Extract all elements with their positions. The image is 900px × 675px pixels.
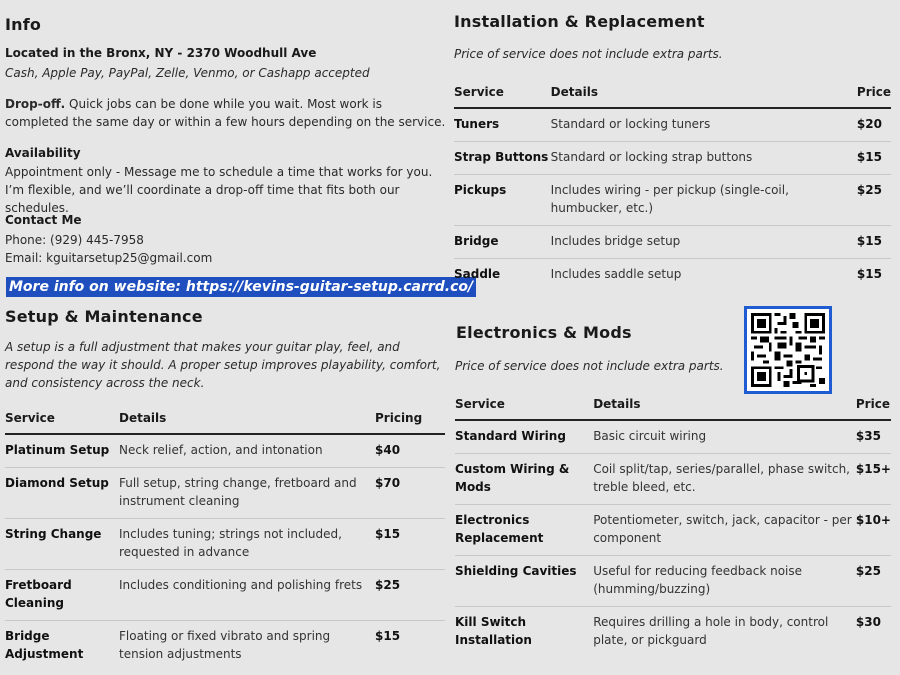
table-row [5, 468, 445, 519]
details-cell: Potentiometer, switch, jack, capacitor - per component [593, 505, 856, 556]
service-cell: String Change [5, 519, 119, 570]
column-header: Service [5, 409, 119, 434]
service-cell: Shielding Cavities [455, 556, 593, 607]
column-header: Details [551, 83, 857, 108]
contact-label: Contact Me [5, 213, 82, 227]
column-header: Price [856, 395, 891, 420]
qr-code-icon [751, 313, 825, 387]
details-cell: Includes conditioning and polishing frets [119, 570, 375, 621]
price-cell: $15 [857, 142, 891, 175]
table-row [455, 607, 891, 658]
service-cell: Electronics Replacement [455, 505, 593, 556]
table-row [5, 621, 445, 672]
column-header: Details [119, 409, 375, 434]
table-row [455, 505, 891, 556]
service-cell: Kill Switch Installation [455, 615, 532, 647]
table-row [454, 259, 891, 292]
table-row [454, 226, 891, 259]
service-cell: Tuners [454, 108, 551, 142]
electronics-note: Price of service does not include extra parts. [455, 359, 724, 373]
price-cell: $20 [857, 108, 891, 142]
dropoff-label: Drop-off. [5, 97, 66, 111]
price-cell: $15 [375, 519, 445, 570]
table-row [455, 454, 891, 505]
price-cell: $15 [856, 267, 882, 281]
details-cell: Standard or locking strap buttons [551, 142, 857, 175]
info-heading: Info [5, 15, 42, 34]
service-cell: Bridge [454, 226, 551, 259]
column-header: Pricing [375, 409, 445, 434]
availability-text: Appointment only - Message me to schedule a time that works for you. I’m flexible, and we’ll coordinate a drop-off time that fits both our schedules. [5, 165, 433, 215]
price-cell: $25 [857, 175, 891, 226]
payment-text: Cash, Apple Pay, PayPal, Zelle, Venmo, or Cashapp accepted [5, 66, 370, 80]
details-cell: Requires drilling a hole in body, control plate, or pickguard [593, 615, 829, 647]
service-cell: Bridge Adjustment [5, 629, 84, 661]
dropoff-paragraph [5, 95, 447, 131]
service-cell: Fretboard Cleaning [5, 570, 119, 621]
service-cell: Diamond Setup [5, 468, 119, 519]
price-cell: $70 [375, 468, 445, 519]
details-cell: Includes bridge setup [551, 226, 857, 259]
service-cell: Standard Wiring [455, 420, 593, 454]
column-header: Service [454, 83, 551, 108]
price-cell: $30 [855, 615, 881, 629]
details-cell: Useful for reducing feedback noise (humming/buzzing) [593, 556, 856, 607]
details-cell: Full setup, string change, fretboard and instrument cleaning [119, 468, 375, 519]
table-row [454, 175, 891, 226]
column-header: Service [455, 395, 593, 420]
price-cell: $15 [857, 226, 891, 259]
price-cell: $25 [375, 570, 445, 621]
service-cell: Pickups [454, 175, 551, 226]
service-cell: Strap Buttons [454, 142, 551, 175]
details-cell: Includes tuning; strings not included, requested in advance [119, 519, 375, 570]
location-text: Located in the Bronx, NY - 2370 Woodhull Ave [5, 46, 317, 60]
setup-intro: A setup is a full adjustment that makes your guitar play, feel, and respond the way it should. A proper setup improves playability, comfort, and consistency across the neck. [5, 340, 441, 390]
table-header-row [455, 395, 891, 420]
electronics-table [455, 395, 891, 657]
install-note: Price of service does not include extra parts. [454, 47, 723, 61]
details-cell: Coil split/tap, series/parallel, phase switch, treble bleed, etc. [593, 454, 856, 505]
details-cell: Standard or locking tuners [551, 108, 857, 142]
service-cell: Platinum Setup [5, 434, 119, 468]
table-row [455, 420, 891, 454]
details-cell: Includes wiring - per pickup (single-coil, humbucker, etc.) [551, 175, 857, 226]
phone-text: Phone: (929) 445-7958 [5, 233, 144, 247]
price-cell: $35 [856, 420, 891, 454]
table-row [454, 142, 891, 175]
table-row [455, 556, 891, 607]
website-link[interactable]: More info on website: https://kevins-guitar-setup.carrd.co/ [6, 277, 476, 297]
price-cell: $25 [856, 556, 891, 607]
column-header: Details [593, 395, 856, 420]
install-heading: Installation & Replacement [454, 12, 705, 31]
setup-heading: Setup & Maintenance [5, 307, 203, 326]
install-table [454, 83, 891, 291]
table-row [454, 108, 891, 142]
table-row [5, 570, 445, 621]
details-cell: Floating or fixed vibrato and spring tension adjustments [119, 629, 331, 661]
setup-table [5, 409, 445, 671]
price-cell: $15+ [856, 454, 891, 505]
price-cell: $15 [375, 629, 401, 643]
table-row [5, 519, 445, 570]
table-row [5, 434, 445, 468]
email-text: Email: kguitarsetup25@gmail.com [5, 251, 213, 265]
dropoff-text: Quick jobs can be done while you wait. Most work is completed the same day or within a few hours depending on the service. [5, 97, 446, 129]
details-cell: Basic circuit wiring [593, 420, 856, 454]
table-header-row [5, 409, 445, 434]
qr-code[interactable] [744, 306, 832, 394]
details-cell: Neck relief, action, and intonation [119, 434, 375, 468]
price-cell: $40 [375, 434, 445, 468]
price-cell: $10+ [856, 505, 891, 556]
availability-label: Availability [5, 146, 81, 160]
details-cell: Includes saddle setup [550, 267, 682, 281]
service-cell: Custom Wiring & Mods [455, 454, 593, 505]
electronics-heading: Electronics & Mods [456, 323, 632, 342]
table-header-row [454, 83, 891, 108]
column-header: Price [857, 83, 891, 108]
service-cell: Saddle [454, 267, 501, 281]
